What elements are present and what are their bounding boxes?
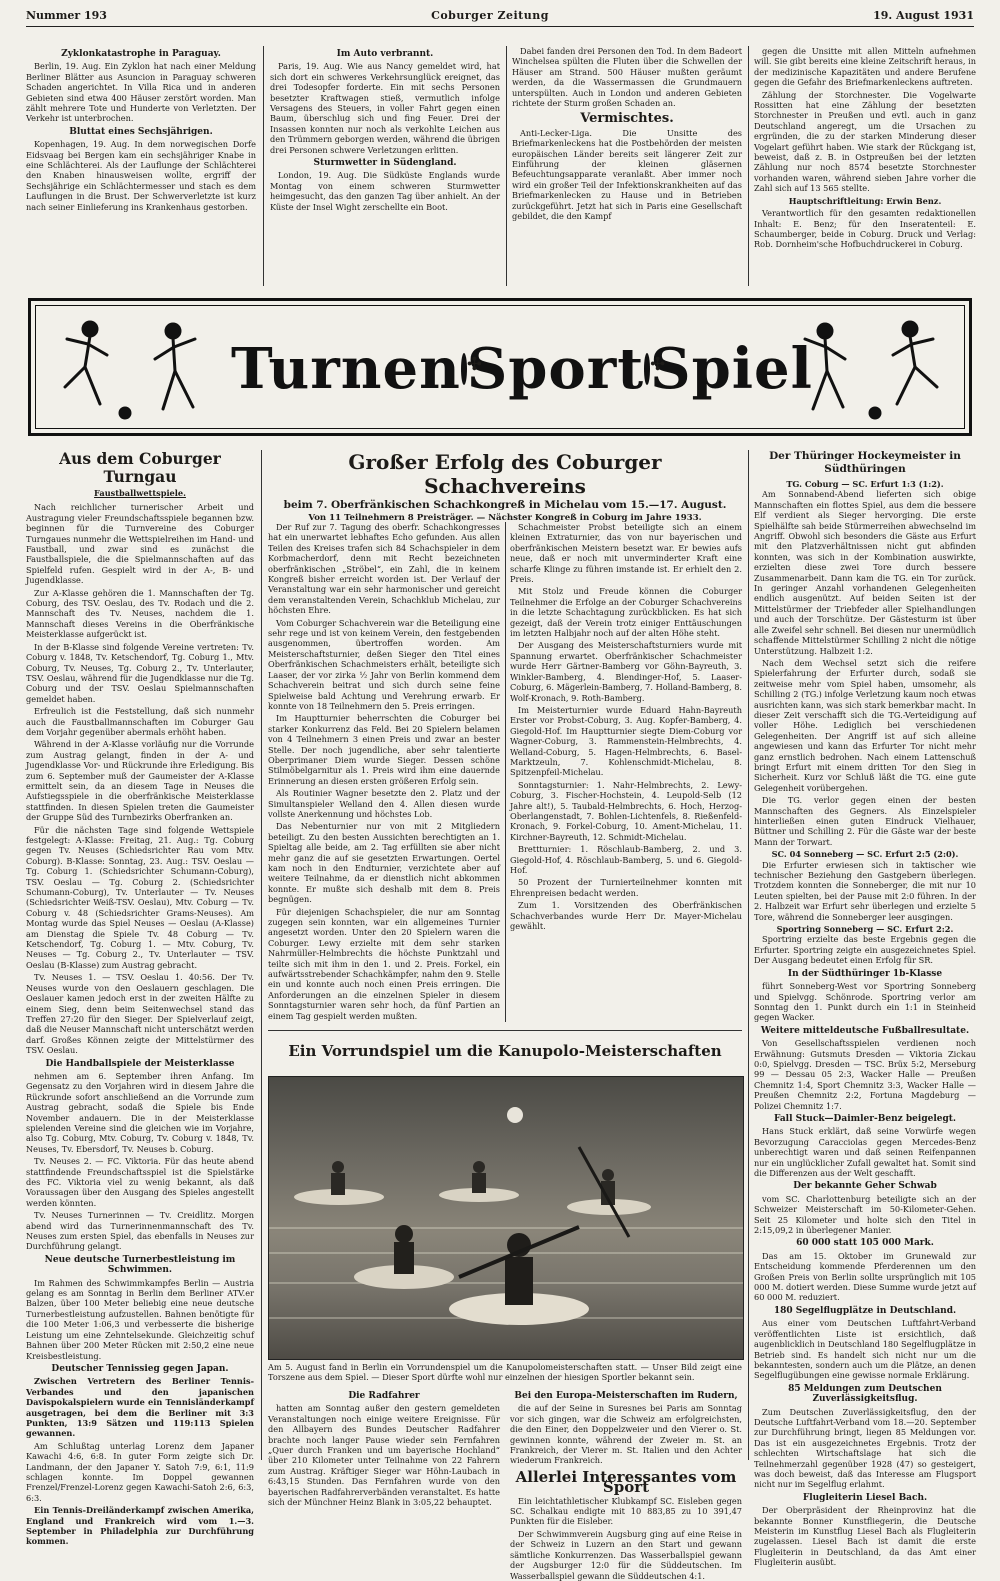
article-text: Hans Stuck erklärt, daß seine Vorwürfe wegen Bevorzugung Caracciolas gegen Mercedes-Benz unberechtigt waren und daß seinen Reifenpannen nur ein unglücklicher Zufall gewaltet hat. Somit sind die Differenzen aus der Welt geschafft. [754,1126,976,1178]
banner-word-sport: Sport [466,336,645,402]
article-text: Sonntagsturnier: 1. Nahr-Helmbrechts, 2. Lewy-Coburg, 3. Fischer-Hochstein, 4. Leupold-Selb (12 Jahre alt!), 5. Taubald-Helmbrechts, 6. Hoch, Herzog-Oberlangenstadt, 7. Bohlen-Lichtenfels, 8. Rießenfeld-Kronach, 9. Forkel-Coburg, 10. Ament-Michelau, 11. Kirchner-Bayreuth, 12. Schmidt-Michelau. [510,779,742,842]
match-result: Sportring Sonneberg — SC. Erfurt 2:2. [776,924,954,935]
column-divider [505,522,506,1022]
bottom-middle-left [268,1388,500,1508]
article-text: 50 Prozent der Turnierteilnehmer konnten mit Ehrenpreisen bedacht werden. [510,877,742,898]
bottom-middle-right [510,1388,742,1581]
article-text: Für die nächsten Tage sind folgende Wettspiele festgelegt: A-Klasse: Freitag, 21. Aug.: Tg. Coburg gegen Tv. Neuses (Schiedsrichter Rau vom Mtv. Coburg). B-Klasse: Sonntag, 23. Aug.: TSV. Oeslau — Tg. Coburg 1. (Schiedsrichter Schumann-Coburg), TSV. Oeslau — Tg. Coburg 2. (Schiedsrichter Schumann-Coburg), Tv. Unterlauter — Tv. Neuses (Schiedsrichter Weiß-TSV. Oeslau), Mtv. Coburg — Tv. Coburg v. 48 (Schiedsrichter Grams-Neuses). Am Montag wurde das Spiel Neuses — Oeslau (A-Klasse) am Dienstag die Spiele Tv. 48 Coburg — Tv. Ketschendorf, Tg. Coburg 1. — Mtv. Coburg, Tv. Neuses — Tg. Coburg 2., Tv. Unterlauter — TSV. Oeslau (B-Klasse) zum Austrag gebracht. [26,824,254,970]
article-text: die auf der Seine in Suresnes bei Paris am Sonntag vor sich gingen, war die Schweiz am erfolgreichsten, die den Einer, den Doppelzweier und den Vierer o. St. gewinnen konnte, während der Zweier m. St. an Frankreich, der Vierer m. St. Italien und den Achter wiederum Frankreich. [510,1403,742,1466]
article-text: Dabei fanden drei Personen den Tod. In dem Badeort Winchelsea spülten die Fluten über die Schwellen der Häuser am Strand. 500 Häuser mußten geräumt werden, da die Wassermassen die Grundmauern unterspülten. Auch in London und anderen Gebieten richtete der Sturm großen Schaden an. [512,46,742,109]
article-text: Das Nebenturnier nur von mit 2 Mitgliedern beteiligt. Zu den besten Aussichten berechtigten an 1. Spieltag alle beide, am 2. Tag erfüllten sie aber nicht mehr ganz die auf sie gesetzten Erwartungen. Oertel kam noch in den Endturnier, verzichtete aber auf weitere Teilnahme, da er dienstlich nicht abkommen konnte. Er mußte sich deshalb mit dem 8. Preis begnügen. [268,821,500,905]
match-result: TG. Coburg — SC. Erfurt 1:3 (1:2). [786,479,944,489]
article-subtitle-2: Von 11 Teilnehmern 8 Preisträger. — Nächster Kongreß in Coburg im Jahre 1933. [308,513,702,523]
photo-title: Ein Vorrundspiel um die Kanupolo-Meisterschaften [288,1042,722,1060]
top-column-4 [754,46,976,290]
banner-title [231,329,813,409]
article-text: führt Sonneberg-West vor Sportring Sonneberg und Spielvgg. Schönrode. Sportring verlor am Sonntag den 1. Punkt durch ein 1:1 in Steinheid gegen Wacker. [754,981,976,1023]
article-text: London, 19. Aug. Die Südküste Englands wurde Montag von einem schweren Sturmwetter heimgesucht, das den ganzen Tag über anhielt. An der Küste der Insel Wight zerschellte ein Boot. [270,170,500,212]
article-text: Die Erfurter erwiesen sich in taktischer wie technischer Beziehung den Gastgebern überlegen. Trotzdem konnten die Sonneberger, die mit nur 10 Leuten spielten, bei der Pause mit 2:0 führen. In der 2. Halbzeit war Erfurt sehr überlegen und erzielte 5 Tore, während die Sonneberger leer ausgingen. [754,859,976,922]
article-text: Tv. Neuses 2. — FC. Viktoria. Für das heute abend stattfindende Freundschaftsspiel ist die Spielstärke des FC. Viktoria viel zu wenig bekannt, als daß Voraussagen über den Ausgang des Spieles angestellt werden könnten. [26,1156,254,1208]
article-text: Im Hauptturnier beherrschten die Coburger bei starker Konkurrenz das Feld. Bei 20 Spielern belamen von 4 Teilnehmern 3 einen Preis und zwar an bester Stelle. Der noch jugendliche, aber sehr talentierte Oberprimaner Diem wurde Sieger. Dessen schöne Stilmöbelgarnitur als 1. Preis wird ihm eine dauernde Erinnerung an diesen ersten größeren Erfolg sein. [268,713,500,786]
article-text: Am Schlußtag unterlag Lorenz dem Japaner Kawachi 4:6, 6:8. In guter Form zeigte sich Dr. Landmann, der den Japaner Y. Satoh 7:9, 6:1, 11:9 schlagen konnte. Im Doppel gewannen Frenzel/Frenzel-Lorenz gegen Kawachi-Satoh 2:6, 6:3, 6:3. [26,1440,254,1503]
chess-article-column-2 [510,522,742,1024]
headline: Fall Stuck—Daimler-Benz beigelegt. [773,1113,957,1124]
article-text: Von Gesellschaftsspielen verdienen noch Erwähnung: Gutsmuts Dresden — Viktoria Zickau 0:0, Spielvgg. Dresden — TSC. Brüx 5:2, Merseburg 99 — Dessau 05 2:3, Wacker Halle — Preußen Chemnitz 1:4, Sport Chemnitz 3:3, Wacker Halle — Preußen Chemnitz 2:2, Fortuna Magdeburg — Polizei Chemnitz 1:7. [754,1038,976,1111]
column-divider [263,46,264,286]
headline: 180 Segelflugplätze in Deutschland. [773,1305,957,1316]
headline: 60 000 statt 105 000 Mark. [796,1238,934,1249]
article-title: Der Thüringer Hockeymeister in Südthüringen [769,450,961,475]
article-text: Brettturnier: 1. Röschlaub-Bamberg, 2. und 3. Giegold-Hof, 4. Röschlaub-Bamberg, 5. und 6. Giegold-Hof. [510,844,742,875]
article-text: Ein Tennis-Dreiländerkampf zwischen Amerika, England und Frankreich wird vom 1.—3. September in Philadelphia zur Durchführung kommen. [26,1505,254,1547]
headline: Im Auto verbrannt. [336,49,434,59]
canoe-polo-photo [268,1076,744,1360]
newspaper-title: Coburger Zeitung [431,8,549,22]
article-text: Zum Deutschen Zuverlässigkeitsflug, den der Deutsche Luftfahrt-Verband vom 18.—20. September zur Durchführung bringt, liegen 85 Meldungen vor. Das ist ein ausgezeichnetes Ergebnis. Trotz der schlechten Wirtschaftslage hat sich die Teilnehmerzahl gegenüber 1928 (47) so gesteigert, was doch beweist, daß das Interesse am Flugsport nicht nur im Segelflug erlahmt. [754,1406,976,1490]
article-text: gegen die Unsitte mit allen Mitteln aufnehmen will. Sie gibt bereits eine kleine Zeitschrift heraus, in der medizinische Kapazitäten und andere Berufene gegen die Gefahr des Briefmarkenleckens auftreten. [754,46,976,88]
imprint-editor: Hauptschriftleitung: Erwin Benz. [788,195,942,206]
article-text: nehmen am 6. September ihren Anfang. Im Gegensatz zu den Vorjahren wird in diesem Jahre die Rückrunde sofort anschließend an die Vorrunde zum Austrag gebracht, sodaß die Spiele bis Ende November andauern. Die in der Meisterklasse spielenden Vereine sind die gleichen wie im Vorjahre, also Tg. Coburg, Mtv. Coburg, Tv. Coburg v. 1848, Tv. Neuses, Tv. Ebersdorf, Tv. Neuses b. Coburg. [26,1070,254,1154]
section-title: Allerlei Interessantes vom Sport [515,1467,737,1497]
banner-word-turnen: Turnen [231,336,461,402]
article-text: hatten am Sonntag außer den gestern gemeldeten Veranstaltungen noch einige weitere Ereignisse. Für den Allbayern des Bundes Deutscher Radfahrer brachte noch langer Pause wieder sein Fernfahren „Quer durch Franken und um bayerische Hochland“ über 210 Kilometer unter Teilnahme von 22 Fahrern zum Austrag. Kräftiger Sieger war Höhn-Laubach in 6:43,15 Stunden. Das Fernfahren wurde von den bayerischen Radfahrerverbänden veranstaltet. Es hatte sich der Münchner Heinz Blank in 3:05,22 behauptet. [268,1403,500,1508]
football-players-illustration-right [785,309,955,425]
chess-article-column-1 [268,522,500,1024]
article-text: Tv. Neuses 1. — TSV. Oeslau 1. 40:56. Der Tv. Neuses wurde von den Oeslauern geschlagen. Die Oeslauer kamen jedoch erst in der zweiten Hälfte zu einem Sieg, denn beim Seitenwechsel stand das Treffen 27:20 für den Sieger. Der Spielverlauf zeigt, daß die Neuser Mannschaft nicht unterschätzt werden darf. Großes Können zeigte der Mittelstürmer des TSV. Oeslau. [26,972,254,1056]
headline: Neue deutsche Turnerbestleistung im Schwimmen. [44,1254,236,1276]
article-text: Das am 15. Oktober im Grunewald zur Entscheidung kommende Pferderennen um den Großen Preis von Berlin sollte ursprünglich mit 105 000 M. dotiert werden. Diese Summe wurde jetzt auf 60 000 M. reduziert. [754,1250,976,1303]
article-text: Schachmeister Probst beteiligte sich an einem kleinen Extraturnier, das von nur bayerischen und oberfränkischen Meistern besetzt war. Er bewies aufs neue, daß er noch mit unverminderter Kraft eine scharfe Klinge zu führen imstande ist. Er erhielt den 2. Preis. [510,522,742,585]
article-text: Während in der A-Klasse vorläufig nur die Vorrunde zum Austrag gelangt, finden in der A- und Jugendklasse Vor- und Rückrunde ihre Erledigung. Bis zum 6. September muß der Gaumeister der A-Klasse ermittelt sein, da an diesem Tage in Neuses die Aufstiegsspiele in die oberfränkische Meisterklasse stattfinden. In diesen Spielen treten die Gaumeister der Gruppe Süd des Turnbezirks Oberfranken an. [26,739,254,823]
top-column-3 [512,46,742,290]
article-text: Der Oberpräsident der Rheinprovinz hat die bekannte Bonner Kunstfliegerin, die Deutsche Meisterin im Kunstflug Liesel Bach als Flugleiterin zugelassen. Liesel Bach ist damit die erste Flugleiterin in Deutschland, da das Amt einer Flugleiterin ausübt. [754,1505,976,1568]
left-column-turngau [26,449,254,1547]
headline: Der bekannte Geher Schwab [793,1181,937,1192]
article-text: Sportring erzielte das beste Ergebnis gegen die Erfurter. Sportring zeigte ein ausgezeichnetes Spiel. Der Ausgang bedeutet einen Erfolg für SR. [754,934,976,966]
article-text: Als Routinier Wagner besetzte den 2. Platz und der Simultanspieler Welland den 4. Allen diesen wurde vollste Anerkennung und höchstes Lob. [268,788,500,819]
article-text: Zum 1. Vorsitzenden des Oberfränkischen Schachverbandes wurde Herr Dr. Mayer-Michelau gewählt. [510,900,742,932]
rosette-ornament-icon [461,353,467,385]
sport-section-banner [28,298,972,436]
headline: Bei den Europa-Meisterschaften im Rudern, [514,1391,738,1401]
column-divider [748,46,749,286]
article-text: Tv. Neuses Turnerinnen — Tv. Creidlitz. Morgen abend wird das Turnerinnenmannschaft des Tv. Neuses zum ersten Spiel, das ebenfalls in Neuses zur Durchführung gelangt. [26,1210,254,1252]
issue-date: 19. August 1931 [873,8,974,22]
article-text: Anti-Lecker-Liga. Die Unsitte des Briefmarkenleckens hat die Postbehörden der meisten europäischen Länder bereits seit längerer Zeit zur Einführung der kleinen gläsernen Befeuchtungsapparate veranlaßt. Aber immer noch wird ein großer Teil der Infektionskrankheiten auf das Briefmarkenlecken zu Hause und in Betrieben zurückgeführt. Jetzt hat sich in Paris eine Gesellschaft gebildet, die den Kampf [512,127,742,222]
right-column-sport-news [754,450,976,1568]
chess-article-header [268,450,742,522]
article-text: Zwischen Vertretern des Berliner Tennis-Verbandes und den japanischen Davispokalspielern wurde ein Tennisländerkampf ausgetragen, bei dem die Berliner mit 3:3 Punkten, 13:9 Sätzen und 119:113 Spielen gewannen. [26,1376,254,1439]
article-text: Zählung der Storchnester. Die Vogelwarte Rossitten hat eine Zählung der besetzten Storchnester in Preußen und evtl. auch in ganz Deutschland angeregt, um die Ursachen zu ergründen, die zu der starken Minderung dieser Vogelart geführt haben. Wie stark der Rückgang ist, beweist, daß z. B. in Ostpreußen bei der letzten Zählung nur noch 8574 besetzte Storchnester vorhanden waren, während sieben Jahre vorher die Zahl sich auf 13 565 stellte. [754,89,976,194]
article-text: Ein leichtathletischer Klubkampf SC. Eisleben gegen SC. Schalkau endigte mit 10 883,85 zu 10 391,47 Punkten für die Eisleber. [510,1495,742,1527]
match-result: SC. 04 Sonneberg — SC. Erfurt 2:5 (2:0). [771,849,959,860]
article-text: Nach reichlicher turnerischer Arbeit und Austragung vieler Freundschaftsspiele begannen bzw. beginnen für die Turnvereine des Coburger Turngaues nunmehr die Wettspielreihen im Hand- und Faustball, und zwar sind es zunächst die Faustballspiele, die die Spielmannschaften auf das Spielfeld rufen. Gespielt wird in der A-, B- und Jugendklasse. [26,502,254,586]
article-text: Zur A-Klasse gehören die 1. Mannschaften der Tg. Coburg, des TSV. Oeslau, des Tv. Rodach und die 2. Mannschaft des Tv. Neuses, nachdem die 1. Mannschaft dieses Vereins in die Oberfränkische Meisterklasse aufgerückt ist. [26,587,254,640]
headline: Flugleiterin Liesel Bach. [802,1492,928,1503]
article-text: Mit Stolz und Freude können die Coburger Teilnehmer die Erfolge an der Coburger Schachvereins in die letzte Schachtagung zurückblicken. Es hat sich gezeigt, daß der Verein trotz einiger Enttäuschungen im letzten Halbjahr noch auf der alten Höhe steht. [510,586,742,639]
article-text: Im Meisterturnier wurde Eduard Hahn-Bayreuth Erster vor Probst-Coburg, 3. Aug. Kopfer-Bamberg, 4. Giegold-Hof. Im Hauptturnier siegte Diem-Coburg vor Wagner-Coburg, 3. Rammenstein-Helmbrechts, 4. Welland-Coburg, 5. Hagen-Helmbrechts, 6. Basel-Marktzeuln, 7. Kohlenschmidt-Michelau, 8. Spitzenpfeil-Michelau. [510,704,742,778]
headline: Deutscher Tennissieg gegen Japan. [51,1363,229,1374]
article-subtitle: beim 7. Oberfränkischen Schachkongreß in Michelau vom 15.—17. August. [283,499,727,511]
article-title: Großer Erfolg des Coburger Schachvereins [348,450,662,498]
headline: Sturmwetter in Südengland. [313,158,457,169]
article-text: Kopenhagen, 19. Aug. In dem norwegischen Dorfe Eidsvaag bei Bergen kam ein sechsjähriger Knabe in eine Schlächterei. Als der Lauflunge der Schlächterei den Knaben hinausweisen wollte, ergriff der Sechsjährige ein Schlächtermesser und stach es dem Lauflungen in die Brust. Der Schwerverletzte ist kurz nach seiner Einlieferung ins Krankenhaus gestorben. [26,139,256,212]
top-column-1 [26,46,256,290]
column-divider [261,450,262,1460]
top-column-2 [270,46,500,290]
article-text: Am Sonnabend-Abend lieferten sich obige Mannschaften ein flottes Spiel, aus dem die bessere Elf verdient als Sieger hervorging. Die erste Spielhälfte sah beide Stürmerreihen abwechselnd im Angriff. Obwohl sich besonders die Gäste aus Erfurt mit den Platzverhältnissen nicht gut abfinden konnten, was sich in der Kombination auswirkte, erzielten diese zwei Tore durch bessere Zusammenarbeit. Dann kam die TG. ein Tor zurück. In geringer Anzahl vorhandenen Gelegenheiten endlich ausgenützt. Auf beiden Seiten ist der Mittelstürmer der Triebfeder aller Spielhandlungen und auch der Torschütze. Der Gästesturm ist über alle Zweifel sehr schnell. Bei diesen nur unermüdlich schaffende Mittelstürmer Schilling 2 nicht die nötige Unterstützung. Halbzeit 1:2. [754,489,976,656]
article-text: In der B-Klasse sind folgende Vereine vertreten: Tv. Coburg v. 1848, Tv. Ketschendorf, Tg. Coburg 1., Mtv. Coburg, Tv. Neuses, Tg. Coburg 2., Tv. Unterlauter, TSV. Oeslau, während für die Jugendklasse nur die Tg. Coburg und der TSV. Oeslau Spielmannschaften gemeldet haben. [26,641,254,704]
headline: In der Südthüringer 1b-Klasse [787,968,943,979]
article-subtitle: Faustballwettspiele. [94,488,186,498]
imprint-details: Verantwortlich für den gesamten redaktionellen Inhalt: E. Benz; für den Inseratenteil: E. Schaumberger, beide in Coburg. Druck und Verlag: Rob. Dornheim'sche Hofbuchdruckerei in Coburg. [754,208,976,250]
article-text: Im Rahmen des Schwimmkampfes Berlin — Austria gelang es am Sonntag in Berlin dem Berliner ATV.er Balzen, über 100 Meter beliebig eine neue deutsche Turnerbestleistung aufzustellen. Bahnen benötigte für die 100 Meter 1:06,3 und verbesserte die bisherige Leistung um eine Zehntelsekunde. Gleichzeitig schuf Bahnen über 200 Meter Rücken mit 2:50,2 eine neue Kreisbestleistung. [26,1277,254,1361]
article-text: Berlin, 19. Aug. Ein Zyklon hat nach einer Meldung Berliner Blätter aus Asuncion in Paraguay schweren Schaden angerichtet. In Villa Rica und in anderen Gebieten sind etwa 400 Häuser zerstört worden. Man zählt mehrere Tote und Hunderte von Verletzten. Der Verkehr ist unterbrochen. [26,61,256,124]
article-text: Für diejenigen Schachspieler, die nur am Sonntag zugegen sein konnten, war ein allgemeines Turnier angesetzt worden. Unter den 20 Spielern waren die Coburger. Lewy erzielte mit dem sehr starken Nahrmüller-Helmbrechts die höchste Punktzahl und teilte sich mit ihm in den 1. und 2. Preis. Forkel, ein aufwärtsstrebender Schachkämpfer, nahm den 9. Stelle ein und konnte auch noch einen Preis erringen. Die Anforderungen an die einzelnen Spieler in diesem Sonntagsturnier waren sehr hoch, da fünf Partien an einem Tag gespielt werden mußten. [268,906,500,1021]
page-header [26,4,974,27]
canoe-polo-illustration [269,1077,743,1359]
headline: Bluttat eines Sechsjährigen. [69,126,213,137]
article-text: Vom Coburger Schachverein war die Beteiligung eine sehr rege und ist von keinem Verein, den festgebenden ausgenommen, übertroffen worden. Am Meisterschaftsturnier, deßen Sieger den Titel eines Oberfränkischen Schachmeisters erhält, beteiligte sich Laaser, der vor zirka ½ Jahr von Berlin kommend dem Schachverein beitrat und sich durch seine feine Spielweise bald Achtung und Verehrung erwarb. Er konnte von 18 Teilnehmern den 5. Preis erringen. [268,617,500,711]
banner-word-spiel: Spiel [650,336,813,402]
section-title: Vermischtes. [580,111,674,127]
page-number: Nummer 193 [26,8,107,22]
section-divider [268,1030,742,1031]
article-text: Der Schwimmverein Augsburg ging auf eine Reise in der Schweiz in Luzern an den Start und gewann sämtliche Konkurrenzen. Das Wasserballspiel gewann der Augsburger 12:0 für die Süddeutschen. Im Wasserballspiel gewann die Süddeutschen 4:1. [510,1528,742,1581]
headline: 85 Meldungen zum Deutschen Zuverlässigkeitsflug. [788,1383,942,1405]
headline: Die Radfahrer [348,1391,420,1401]
football-players-illustration-left [45,309,215,425]
article-text: Die TG. verlor gegen einen der besten Mannschaften des Gegners. Als Einzelspieler hinterließen einen guten Eindruck Vielhauer, Büttner und Schilling 2. Für die Gäste war der beste Mann der Torwart. [754,795,976,847]
headline: Weitere mitteldeutsche Fußballresultate. [760,1025,970,1036]
article-text: Erfreulich ist die Feststellung, daß sich nunmehr auch die Faustballmannschaften im Coburger Gau dem Vorjahr gegenüber abermals erhöht haben. [26,706,254,737]
article-text: Der Ruf zur 7. Tagung des oberfr. Schachkongresses hat ein unerwartet lebhaftes Echo gefunden. Aus allen Teilen des Kreises trafen sich 84 Schachspieler in dem Korbmacherdorf, denn mit Recht bezeichneten oberfränkischen „Ströbel“, ein Zahl, die in keinem Kongreß bisher erreicht worden ist. Der Verlauf der Veranstaltung war ein sehr harmonischer und gereicht dem veranstaltenden Verein, Schachklub Michelau, zur höchsten Ehre. [268,522,500,616]
column-divider [748,450,749,1460]
article-text: Aus einer vom Deutschen Luftfahrt-Verband veröffentlichten Liste ist ersichtlich, daß augenblicklich in Deutschland 180 Segelflugplätze in Betrieb sind. Es handelt sich nicht nur um die bekanntesten, sondern auch um die Plätze, an denen Segelflugübungen eine gewisse normale Erklärung. [754,1318,976,1381]
article-text: vom SC. Charlottenburg beteiligte sich an der Schweizer Meisterschaft im 50-Kilometer-Gehen. Seit 25 Kilometer und holte sich den Titel in 2:15,09,2 in überlegener Manier. [754,1193,976,1236]
photo-caption: Am 5. August fand in Berlin ein Vorrundenspiel um die Kanupolomeisterschaften statt. — Unser Bild zeigt eine Torszene aus dem Spiel. — Dieser Sport dürfte wohl nur einzelnen der hiesigen Sportler bekannt sein. [268,1362,742,1383]
column-divider [506,46,507,286]
article-text: Der Ausgang des Meisterschaftsturniers wurde mit Spannung erwartet. Oberfränkischer Schachmeister wurde Herr Gärtner-Bamberg vor Göhn-Bayreuth, 3. Winkler-Bamberg, 4. Blendinger-Hof, 5. Laaser-Coburg, 6. Mägerlein-Bamberg, 7. Holland-Bamberg, 8. Wolf-Kronach, 9. Roth-Bamberg. [510,640,742,703]
headline: Zyklonkatastrophe in Paraguay. [61,49,221,59]
article-text: Paris, 19. Aug. Wie aus Nancy gemeldet wird, hat sich dort ein schweres Verkehrsunglück ereignet, das drei Todesopfer forderte. Ein mit sechs Personen besetzter Kraftwagen stieß, vermutlich infolge Versagens des Steuers, in voller Fahrt gegen einen Baum, überschlug sich und fing Feuer. Drei der Insassen konnten nur noch als verkohlte Leichen aus den Trümmern geborgen werden, während die übrigen drei Personen schwere Verletzungen erlitten. [270,61,500,155]
article-title: Aus dem Coburger Turngau [59,449,221,486]
article-text: Nach dem Wechsel setzt sich die reifere Spielerfahrung der Erfurter durch, sodaß sie zeitweise mehr vom Spiel haben, umsomehr, als Schilling 2 (TG.) infolge Verletzung kaum noch etwas ausrichten kann, was sich stark bemerkbar macht. In dieser Zeit verschafft sich die TG.-Verteidigung auf voller Höhe. Lediglich bei verschiedenen Gelegenheiten. Der Angriff ist auf sich alleine angewiesen und kann das Erfurter Tor nicht mehr ganz ernstlich bedrohen. Nach einem Lattenschuß bringt Erfurt mit einem dritten Tor den Sieg in Sicherheit. Kurz vor Schluß läßt die TG. eine gute Gelegenheit vorübergehen. [754,657,976,793]
headline: Die Handballspiele der Meisterklasse [45,1058,235,1069]
